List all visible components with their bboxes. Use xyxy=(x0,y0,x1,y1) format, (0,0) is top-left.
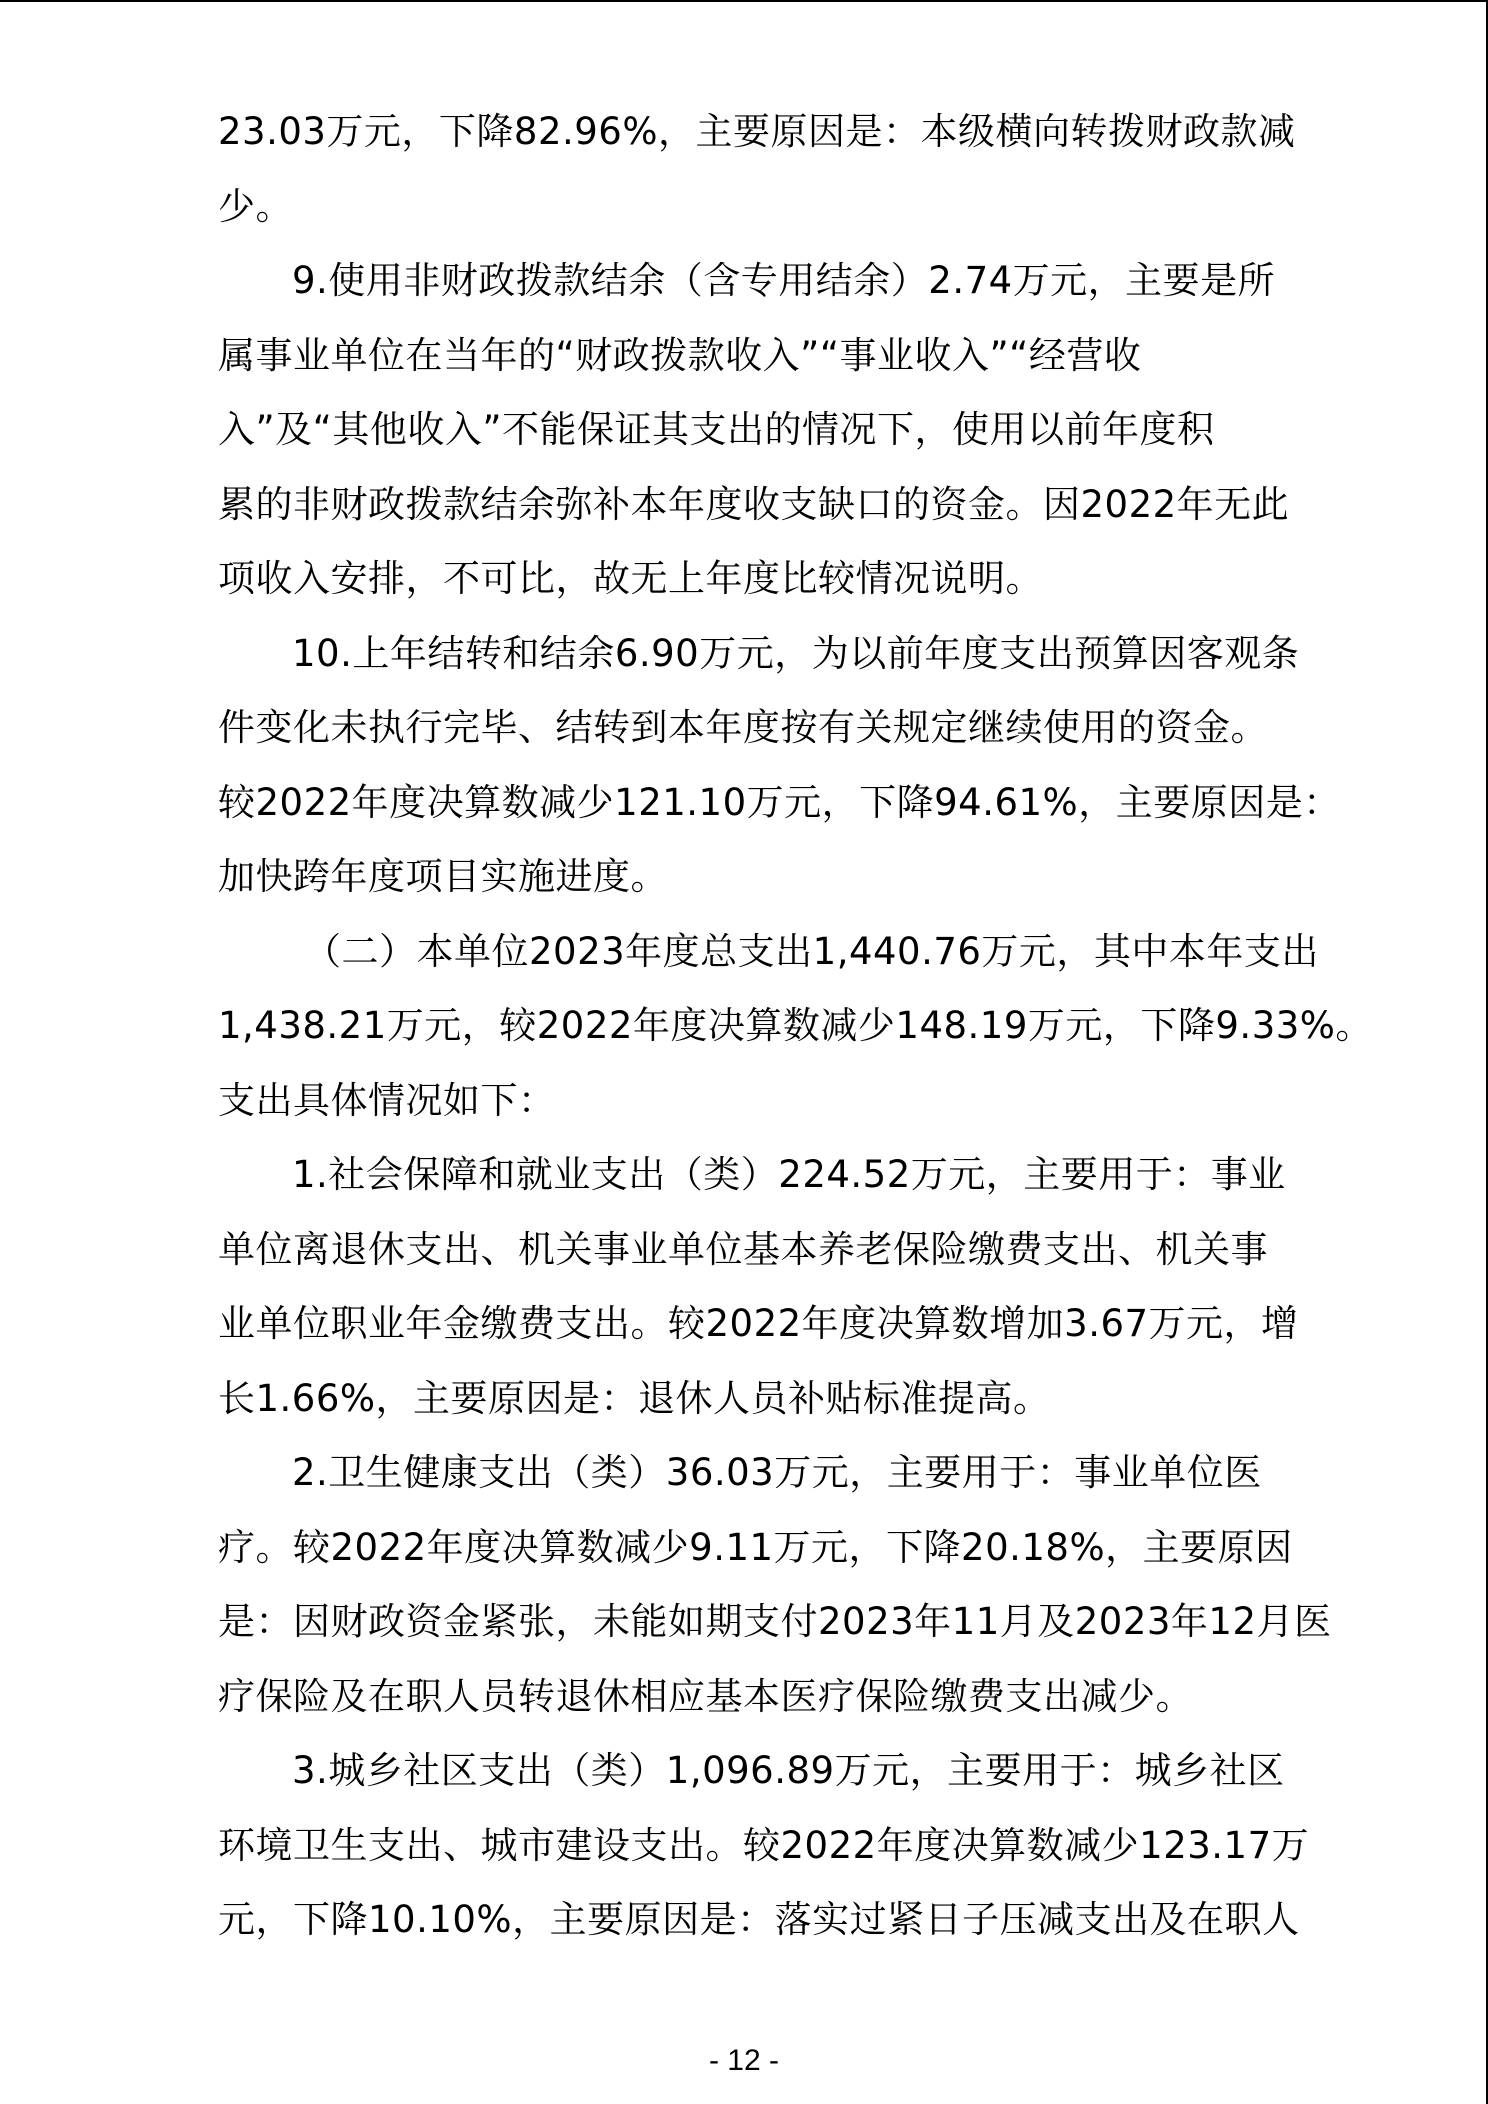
text-line: 长1.66%，主要原因是：退休人员补贴标准提高。 xyxy=(218,1376,1051,1420)
text-line: 支出具体情况如下： xyxy=(218,1078,556,1122)
text-line: 属事业单位在当年的“财政拨款收入”“事业收入”“经营收 xyxy=(218,333,1142,377)
text-line: 23.03万元，下降82.96%，主要原因是：本级横向转拨财政款减 xyxy=(218,110,1296,153)
text-line: 疗保险及在职人员转退休相应基本医疗保险缴费支出减少。 xyxy=(218,1674,1193,1718)
item-1-start: 1.社会保障和就业支出（类）224.52万元，主要用于：事业 xyxy=(292,1153,1286,1196)
text-line: 单位离退休支出、机关事业单位基本养老保险缴费支出、机关事 xyxy=(218,1227,1268,1271)
text-line: 入”及“其他收入”不能保证其支出的情况下，使用以前年度积 xyxy=(218,408,1215,451)
body-text xyxy=(218,95,1373,1958)
text-line: 疗。较2022年度决算数减少9.11万元，下降20.18%，主要原因 xyxy=(218,1525,1293,1569)
paragraph-10-start: 10.上年结转和结余6.90万元，为以前年度支出预算因客观条 xyxy=(292,631,1300,675)
page-top-border xyxy=(0,0,1488,2)
text-line: 少。 xyxy=(218,184,293,228)
text-line: 环境卫生支出、城市建设支出。较2022年度决算数减少123.17万 xyxy=(218,1823,1310,1867)
text-line: 元，下降10.10%，主要原因是：落实过紧日子压减支出及在职人 xyxy=(218,1898,1300,1941)
text-line: 是：因财政资金紧张，未能如期支付2023年11月及2023年12月医 xyxy=(218,1600,1332,1643)
item-2-start: 2.卫生健康支出（类）36.03万元，主要用于：事业单位医 xyxy=(292,1451,1262,1494)
text-line: 加快跨年度项目实施进度。 xyxy=(218,855,668,898)
text-line: 较2022年度决算数减少121.10万元，下降94.61%，主要原因是： xyxy=(218,780,1341,824)
text-line: 项收入安排，不可比，故无上年度比较情况说明。 xyxy=(218,557,1043,600)
text-line: 件变化未执行完毕、结转到本年度按有关规定继续使用的资金。 xyxy=(218,706,1268,749)
text-line: 累的非财政拨款结余弥补本年度收支缺口的资金。因2022年无此 xyxy=(218,482,1290,526)
section-2-start: （二）本单位2023年度总支出1,440.76万元，其中本年支出 xyxy=(304,929,1319,973)
page-number: - 12 - xyxy=(708,2044,780,2077)
item-3-start: 3.城乡社区支出（类）1,096.89万元，主要用于：城乡社区 xyxy=(292,1749,1285,1792)
text-line: 1,438.21万元，较2022年度决算数减少148.19万元，下降9.33%。 xyxy=(218,1004,1373,1047)
paragraph-9-start: 9.使用非财政拨款结余（含专用结余）2.74万元，主要是所 xyxy=(292,259,1276,302)
text-line: 业单位职业年金缴费支出。较2022年度决算数增加3.67万元，增 xyxy=(218,1302,1299,1345)
